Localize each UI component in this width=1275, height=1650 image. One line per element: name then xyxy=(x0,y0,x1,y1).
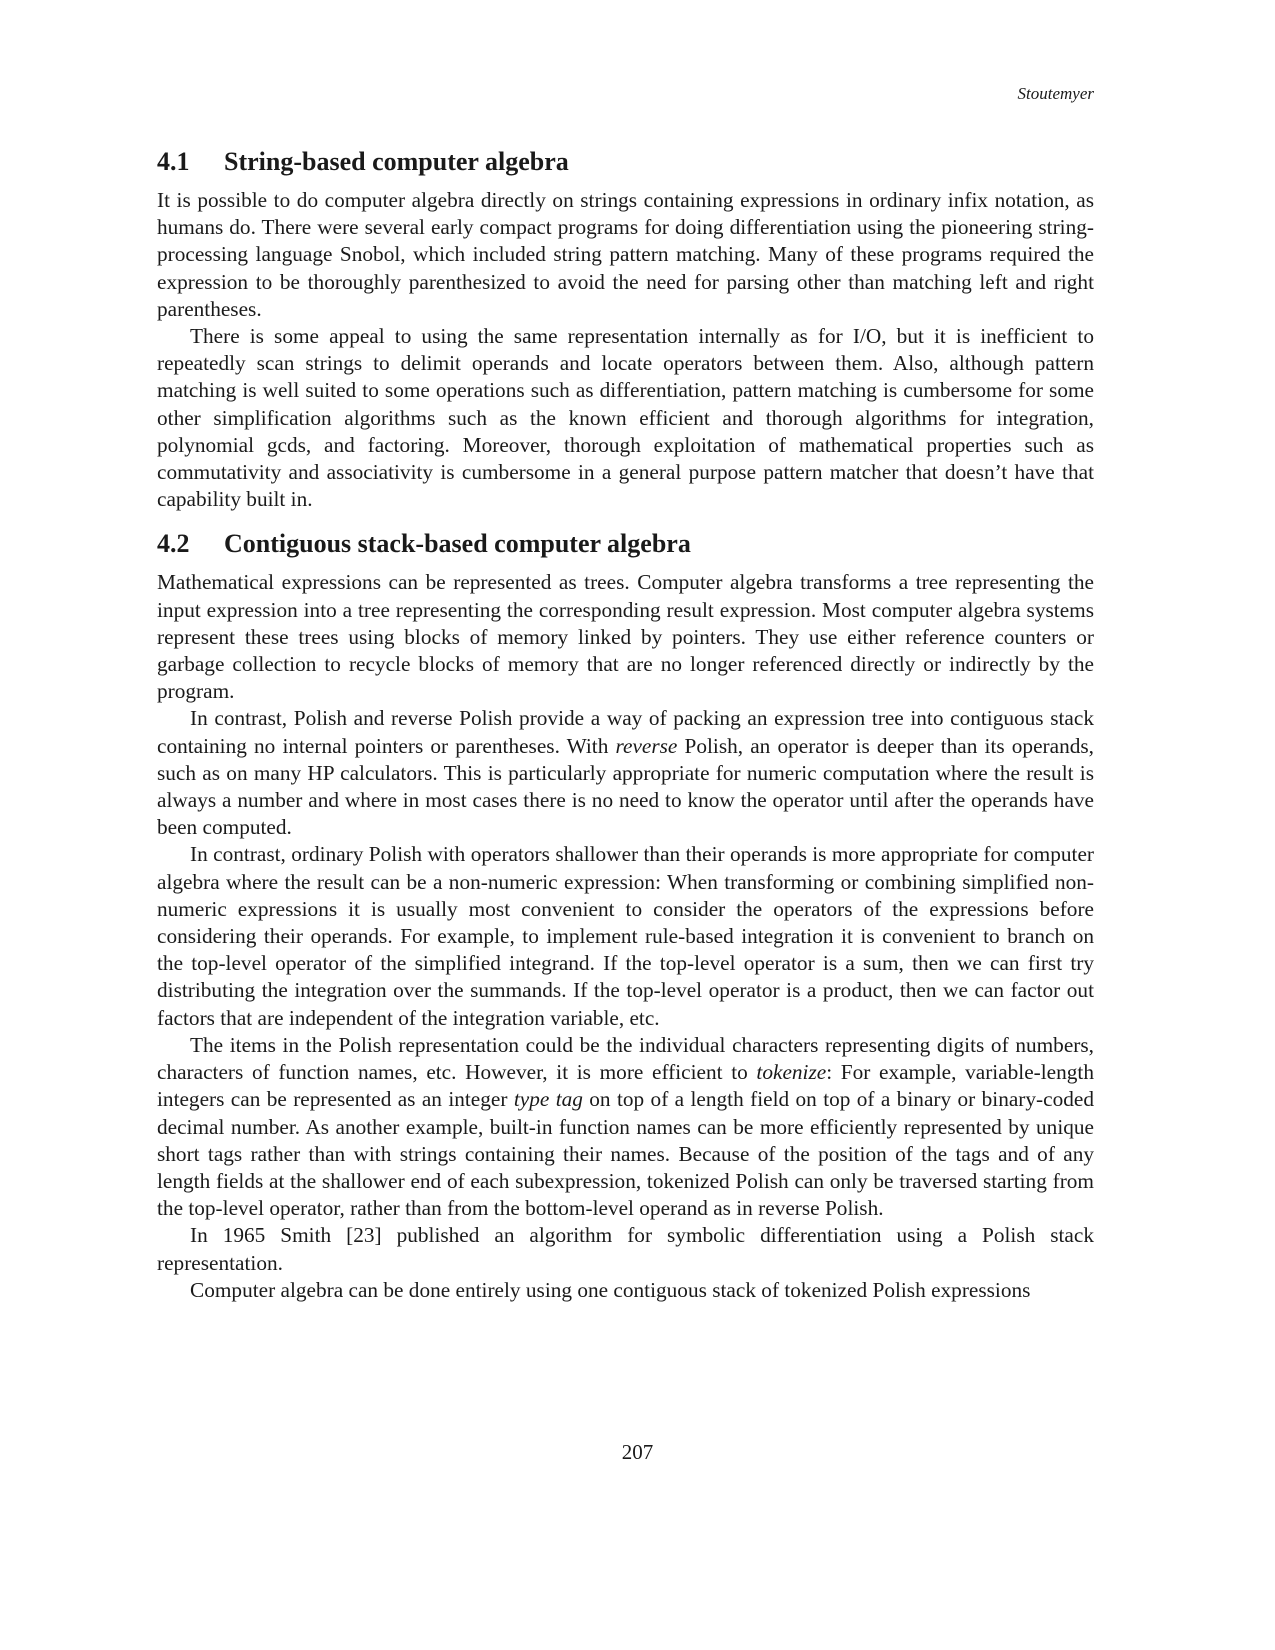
page-body xyxy=(157,145,1094,1304)
paragraph: There is some appeal to using the same representation internally as for I/O, but it is inefficient to repeatedly scan strings to delimit operands and locate operators between them. Also, although pattern matching is well suited to some operations such as differentiation, pattern matching is cumbersome for some other simplification algorithms such as the known efficient and thorough algorithms for integration, polynomial gcds, and factoring. Moreover, thorough exploitation of mathematical properties such as commutativity and associativity is cumbersome in a general purpose pattern matcher that doesn’t have that capability built in. xyxy=(157,324,1094,512)
section-heading xyxy=(157,145,1094,179)
paragraph: It is possible to do computer algebra directly on strings containing expressions in ordinary infix notation, as humans do. There were several early compact programs for doing differentiation using the pioneering string-processing language Snobol, which included string pattern matching. Many of these programs required the expression to be thoroughly parenthesized to avoid the need for parsing other than matching left and right parentheses. xyxy=(157,188,1094,321)
text-run: on top of a length field on top of a binary or binary-coded decimal number. As another example, built-in function names can be more efficiently represented by unique short tags rather than with strings containing their names. Because of the position of the tags and of any length fields at the shallower end of each subexpression, tokenized Polish can only be traversed starting from the top-level operator, rather than from the bottom-level operand as in reverse Polish. xyxy=(157,1087,1094,1221)
paragraph: In contrast, ordinary Polish with operators shallower than their operands is more appropriate for computer algebra where the result can be a non-numeric expression: When transforming or combining simplified non-numeric expressions it is usually most convenient to consider the operators of the expressions before considering their operands. For example, to implement rule-based integration it is convenient to branch on the top-level operator of the simplified integrand. If the top-level operator is a sum, then we can first try distributing the integration over the summands. If the top-level operator is a product, then we can factor out factors that are independent of the integration variable, etc. xyxy=(157,842,1094,1030)
paragraph xyxy=(157,705,1094,841)
page-number: 207 xyxy=(621,1440,654,1464)
emphasis: type tag xyxy=(513,1087,583,1112)
section-title: Contiguous stack-based computer algebra xyxy=(224,529,691,559)
paragraph xyxy=(157,1032,1094,1222)
running-head: Stoutemyer xyxy=(1017,84,1094,103)
section-number: 4.2 xyxy=(157,529,190,559)
emphasis: reverse xyxy=(615,733,678,758)
text-run: In contrast, Polish and reverse Polish provide a way of packing an expression tree into contiguous stack containing no internal pointers or parentheses. With xyxy=(157,706,1094,758)
section-heading xyxy=(157,527,1094,561)
emphasis: tokenize xyxy=(756,1060,827,1085)
text-run: Polish, an operator is deeper than its operands, such as on many HP calculators. This is particularly appropriate for numeric computation where the result is always a number and where in most cases there is no need to know the operator until after the operands have been computed. xyxy=(157,733,1094,840)
section-4-2 xyxy=(157,527,1094,1303)
text-run: The items in the Polish representation could be the individual characters representing digits of numbers, characters of function names, etc. However, it is more efficient to xyxy=(157,1032,1094,1085)
paragraph: In 1965 Smith [23] published an algorithm for symbolic differentiation using a Polish stack representation. xyxy=(157,1223,1094,1275)
text-run: : For example, variable-length integers can be represented as an integer xyxy=(157,1060,1095,1112)
section-4-1 xyxy=(157,145,1094,513)
paragraph: Mathematical expressions can be represented as trees. Computer algebra transforms a tree representing the input expression into a tree representing the corresponding result expression. Most computer algebra systems represent these trees using blocks of memory linked by pointers. They use either reference counters or garbage collection to recycle blocks of memory that are no longer referenced directly or indirectly by the program. xyxy=(157,570,1094,704)
section-title: String-based computer algebra xyxy=(224,147,569,176)
section-number: 4.1 xyxy=(157,147,190,176)
paragraph: Computer algebra can be done entirely using one contiguous stack of tokenized Polish expressions xyxy=(190,1277,1031,1302)
